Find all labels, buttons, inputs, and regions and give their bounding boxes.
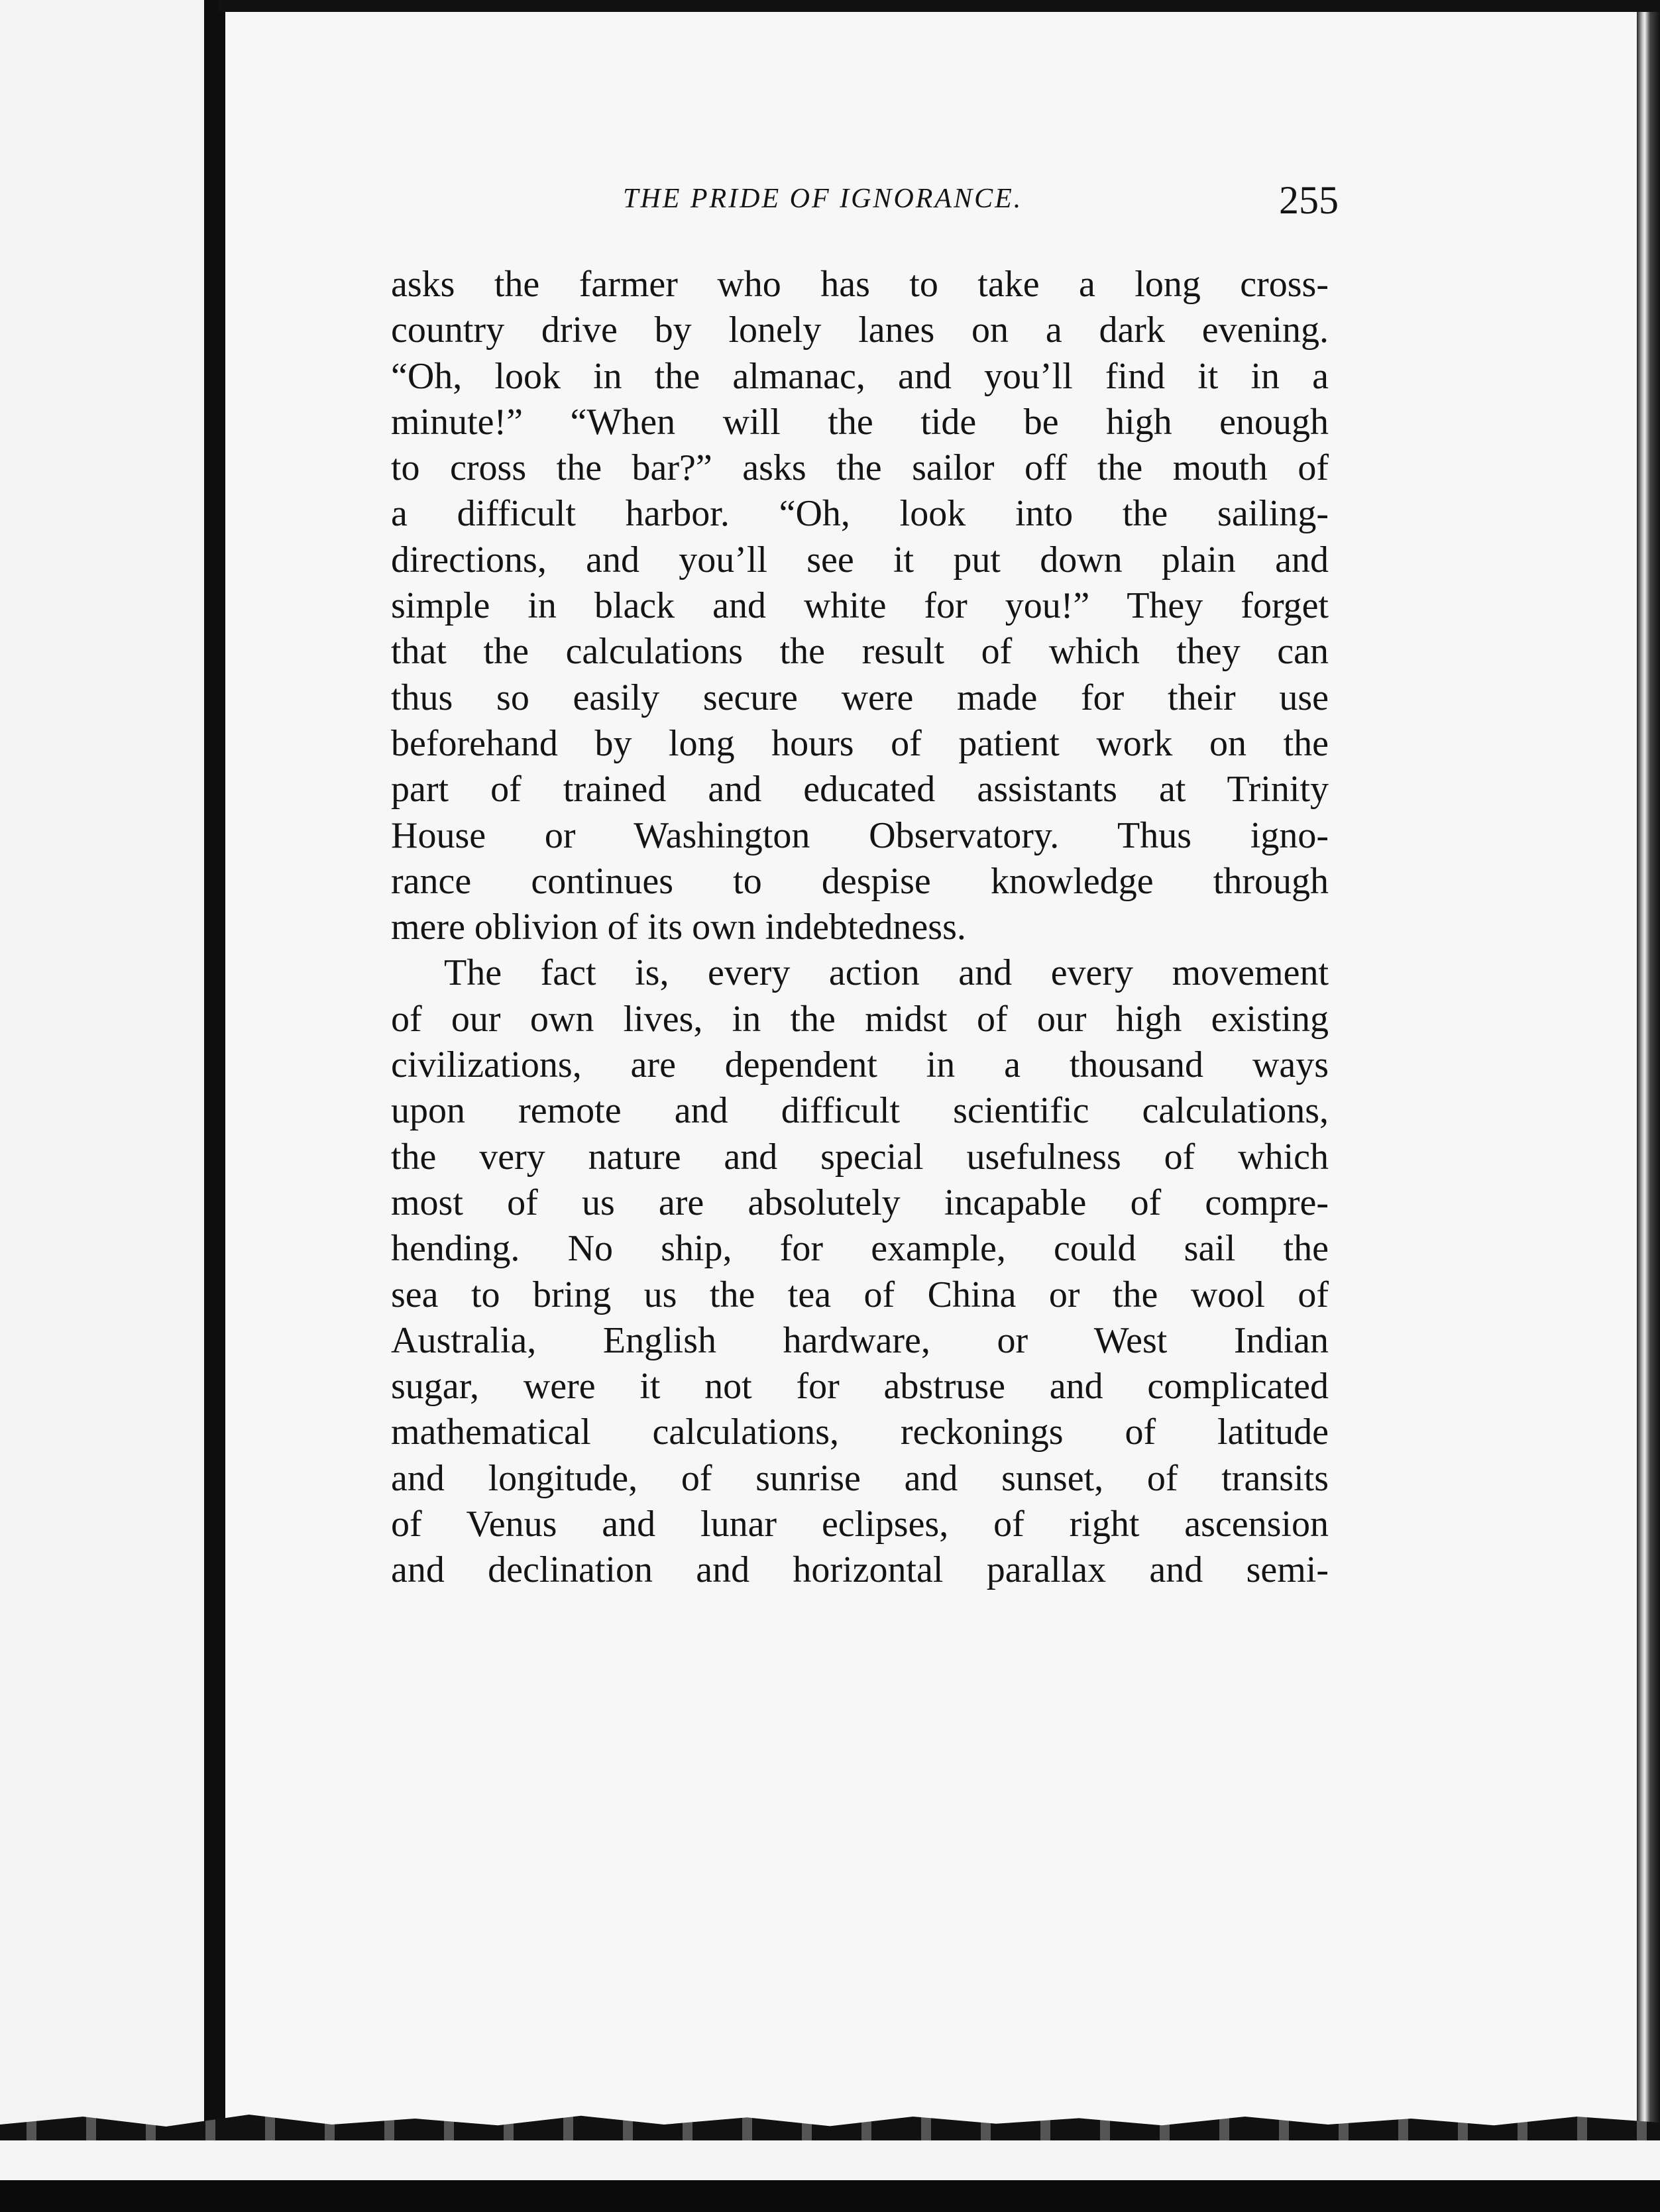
text-line: Australia, English hardware, or West Indian [391, 1319, 1329, 1361]
text-line: asks the farmer who has to take a long cross- [391, 264, 1329, 305]
text-line: the very nature and special usefulness of which [391, 1136, 1329, 1178]
text-line: country drive by lonely lanes on a dark evening. [391, 309, 1329, 351]
page-number: 255 [1279, 178, 1339, 222]
text-line: to cross the bar?” asks the sailor off the mouth of [391, 447, 1329, 489]
page-header [623, 178, 1339, 231]
running-title: THE PRIDE OF IGNORANCE. [623, 184, 1023, 214]
text-line: beforehand by long hours of patient work on the [391, 722, 1329, 764]
text-line: civilizations, are dependent in a thousand ways [391, 1044, 1329, 1086]
text-line: simple in black and white for you!” They forget [391, 585, 1329, 627]
text-line: of our own lives, in the midst of our high existing [391, 998, 1329, 1040]
text-line: sea to bring us the tea of China or the wool of [391, 1274, 1329, 1315]
bottom-page-edge [0, 2101, 1660, 2140]
top-scan-border [219, 0, 1660, 12]
text-line: most of us are absolutely incapable of compre- [391, 1182, 1329, 1223]
bottom-scan-border [0, 2180, 1660, 2212]
bottom-margin [0, 2140, 1660, 2180]
text-line: and declination and horizontal parallax and semi- [391, 1549, 1329, 1591]
book-spine-shadow [204, 0, 225, 2127]
text-line: The fact is, every action and every movement [444, 952, 1329, 994]
text-line: mathematical calculations, reckonings of latitude [391, 1411, 1329, 1453]
text-line: that the calculations the result of which they can [391, 631, 1329, 673]
text-line: hending. No ship, for example, could sail the [391, 1228, 1329, 1270]
text-line: mere oblivion of its own indebtedness. [391, 907, 966, 948]
text-line: sugar, were it not for abstruse and complicated [391, 1366, 1329, 1408]
text-line: of Venus and lunar eclipses, of right ascension [391, 1504, 1329, 1545]
paragraph [391, 950, 1329, 1593]
text-line: a difficult harbor. “Oh, look into the sailing- [391, 493, 1329, 535]
text-line: directions, and you’ll see it put down plain and [391, 539, 1329, 581]
text-line: part of trained and educated assistants at Trinity [391, 769, 1329, 810]
body-text [391, 262, 1329, 1594]
text-line: House or Washington Observatory. Thus igno- [391, 814, 1329, 856]
text-line: upon remote and difficult scientific calculations, [391, 1090, 1329, 1132]
text-line: rance continues to despise knowledge through [391, 860, 1329, 902]
left-margin [0, 0, 205, 2212]
text-line: thus so easily secure were made for their use [391, 677, 1329, 718]
right-page-edge [1637, 12, 1660, 2132]
text-line: minute!” “When will the tide be high enough [391, 401, 1329, 443]
text-line: and longitude, of sunrise and sunset, of transits [391, 1457, 1329, 1499]
paragraph [391, 262, 1329, 950]
text-line: “Oh, look in the almanac, and you’ll find it in a [391, 355, 1329, 397]
